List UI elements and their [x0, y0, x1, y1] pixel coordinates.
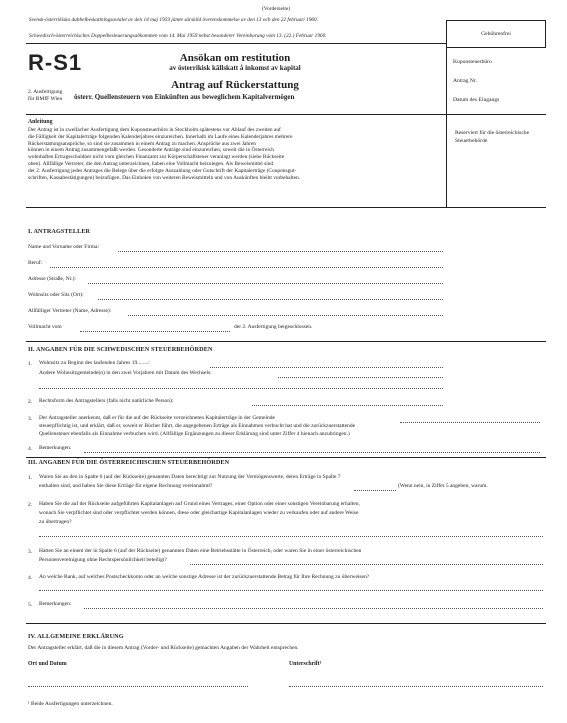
declaration-text: Der Antragsteller erklärt, daß die in diesem Antrag (Vorder- und Rückseite) gemachten Angaben der Wahrheit entsprechen. [28, 645, 299, 651]
section3-q3-line2: Personenvereinigung ohne Rechtspersönlichkeit beteiligt? [39, 557, 167, 563]
legal-form-field[interactable] [252, 405, 443, 406]
section3-q1-line1: Waren Sie an den in Spalte 6 (auf der Rückseite) genannten Daten berechtigt zur Nutzung der Vermögenswerte, deren Erträge in Spalte 7 [39, 474, 341, 480]
instructions-line: schriften, Kassabestätigungen) beizufügen. Das Einholen von weiteren Beweismitteln und von Auskünften bleibt vorbehalten. [28, 174, 301, 181]
section2-q1-line2: Andere Wohnsitzgemeinde(n) in den zwei Vorjahren mit Datum des Wechsels: [39, 370, 212, 376]
title-german: Antrag auf Rückerstattung [171, 79, 299, 91]
section1-heading: I. ANTRAGSTELLER [28, 228, 91, 235]
place-date-field[interactable] [28, 686, 248, 687]
section1-top-rule [26, 207, 546, 208]
section2-heading: II. ANGABEN FÜR DIE SCHWEDISCHEN STEUERBEHÖRDEN [28, 346, 213, 353]
section2-q4-number: 4. [28, 446, 33, 452]
instructions-top-rule [26, 114, 546, 115]
name-field[interactable] [118, 251, 443, 252]
title-swedish: Ansökan om restitution [179, 52, 291, 64]
treaty-line-german: Schwedisch-österreichisches Doppelbesteuerungsabkommen vom 14. Mai 1959 nebst besonderer Vereinbarung vom 13. (22.) Februar 1960. [29, 33, 327, 39]
section3-q1-line2: enthalten sind, und haben Sie diese Erträge für eigene Rechnung vereinnahmt? [39, 483, 213, 489]
fee-label: Gebührenfrei [481, 31, 511, 37]
power-of-attorney-date-field[interactable] [80, 331, 230, 332]
section2-q3-number: 3. [28, 416, 33, 422]
previous-residence-field[interactable] [278, 377, 443, 378]
section2-q4-text: Bemerkungen: [39, 445, 72, 451]
section2-q1-line1: Wohnsitz zu Beginn des laufenden Jahres 19........: [39, 360, 150, 366]
instructions-line: die Fälligkeit der Kapitalerträge folgenden Kalenderjahres einzureichen. Innerhalb im Laufe eines Kalenderjahres mehrere [28, 133, 293, 140]
edition-for-label: für BMfF Wien [28, 96, 63, 102]
previous-residence-field-2[interactable] [39, 388, 443, 389]
section2-q2-text: Rechtsform des Antragstellers (falls nicht natürliche Person): [39, 398, 174, 404]
section4-heading: IV. ALLGEMEINE ERKLÄRUNG [28, 633, 124, 640]
received-date-label: Datum des Eingangs [453, 97, 500, 103]
subtitle-swedish: av österrikisk källskatt å inkomst av kapital [169, 64, 301, 72]
instructions-heading: Anleitung [28, 119, 53, 125]
section3-q4-number: 4. [28, 575, 33, 581]
right-column-divider [446, 48, 447, 208]
section3-q2-line3: zu übertragen? [39, 519, 72, 525]
section3-remarks-field[interactable] [84, 608, 543, 609]
section3-heading: III. ANGABEN FÜR DIE ÖSTERREICHISCHEN STEUERBEHÖRDEN [28, 459, 230, 466]
profession-label: Beruf: [28, 260, 43, 266]
section2-q3-line3: Quellensteuer ebenfalls als Einnahme verbuchen wird. (Allfällige Ergänzungen zu dieser Erklärung sind unter Ziffer 4 hienach anzubringen.) [39, 431, 350, 437]
edition-label: 2. Ausfertigung [28, 89, 63, 95]
instructions-line: Rückerstattungsansprüche, so sind sie zusammen in einem Antrag zu machen. Ansprüche aus zwei Jahren [28, 140, 256, 147]
section3-top-rule [26, 457, 546, 458]
section2-top-rule [26, 341, 546, 342]
section2-q3-line2: steuerpflichtig ist, und erklärt, daß er, soweit er Bücher führt, die angegebenen Erträge als Einnahmen verbucht hat und die zurückzuerstattende [39, 423, 356, 429]
section3-q3-line1: Hatten Sie an einem der in Spalte 6 (auf der Rückseite) genannten Daten eine Betriebsstätte in Österreich, oder waren Sie in einer österreichischen [39, 548, 362, 554]
power-of-attorney-label: Vollmacht vom [28, 324, 62, 330]
section3-q2-line2: wonach Sie verpflichtet sind oder verpflichtet werden können, diese oder gleichartige Kapitalanlagen wieder zu verkaufen oder auf andere Weise [39, 510, 359, 516]
instructions-line: können in einem Antrag zusammengefaßt werden. Gesonderte Anträge sind einzureichen, soweit die in Österreich [28, 147, 274, 154]
section4-top-rule [26, 623, 546, 624]
application-number-label: Antrag Nr. [453, 78, 477, 84]
section3-q1-line2b: (Wenn nein, in Ziffer 5 angeben, warum. [398, 483, 488, 489]
residence-start-of-year-field[interactable] [210, 367, 443, 368]
section3-q4-text: An welche Bank, auf welches Postscheckkonto oder an welche sonstige Adresse ist der zurückzuerstattende Betrag für Ihre Rechnung zu überweisen? [39, 574, 370, 580]
reserved-note: Reserviert für die österreichische Steuerbehörde [455, 130, 530, 144]
instructions-line: oben). Allfällige Vertreter, die den Antrag unterzeichnen, haben eine Vollmacht beizulegen. Als Beweismittel sind [28, 160, 274, 167]
residence-field[interactable] [98, 299, 443, 300]
header-rule [26, 43, 446, 44]
profession-field[interactable] [50, 267, 443, 268]
section3-q5-text: Bemerkungen: [39, 601, 72, 607]
instructions-line: der 2. Ausfertigung jedes Antrages die Belege über die erfolgte Auszahlung oder Gutschrift der Kapitalerträge (Couponsgut- [28, 167, 297, 174]
section2-q1-number: 1. [28, 361, 33, 367]
section3-q2-number: 2. [28, 502, 33, 508]
subtitle-german: österr. Quellensteuern von Einkünften aus beweglichem Kapitalvermögen [74, 93, 295, 101]
section3-q1-number: 1. [28, 475, 33, 481]
instructions-line: wohnhaften Ertragsschuldner nicht vom gleichen Finanzamt zur Körperschaftsteuer veranlagt werden (siehe Rückseite [28, 154, 285, 161]
section2-q3-line1: Der Antragsteller anerkennt, daß er für die auf der Rückseite verzeichneten Kapitalerträge in der Gemeinde [39, 415, 275, 421]
permanent-establishment-field[interactable] [190, 564, 543, 565]
contract-answer-field[interactable] [39, 536, 543, 537]
municipality-field[interactable] [400, 422, 540, 423]
signature-field[interactable] [289, 686, 543, 687]
representative-label: Allfälliger Vertreter (Name, Adresse): [28, 308, 112, 314]
power-of-attorney-suffix: der 2. Ausfertigung beigeschlossen. [234, 324, 313, 330]
signature-label: Unterschrift¹ [289, 661, 322, 667]
section3-q5-number: 5. [28, 602, 33, 608]
section3-q2-line1: Haben Sie die auf der Rückseite aufgeführten Kapitalanlagen auf Grund eines Vertrages, einer Option oder einer sonstigen Vereinbarung erhalten, [39, 501, 360, 507]
beneficial-owner-answer-field[interactable] [354, 490, 396, 491]
instructions-text [28, 127, 443, 181]
section3-q3-number: 3. [28, 549, 33, 555]
instructions-line: Der Antrag ist in zweifacher Ausfertigung dem Kuponsteuerbüro in Stockholm spätestens vor Ablauf des zweiten auf [28, 127, 281, 133]
form-code: R-S1 [28, 50, 83, 75]
representative-field[interactable] [128, 315, 443, 316]
address-field[interactable] [88, 283, 443, 284]
place-date-label: Ort und Datum [28, 661, 67, 667]
name-label: Name und Vorname oder Firma: [28, 244, 99, 250]
address-label: Adresse (Straße, Nr.): [28, 276, 76, 282]
section2-q2-number: 2. [28, 399, 33, 405]
office-label: Kuponsteuerbüro [453, 59, 492, 65]
page-side-note: (Vorderseite) [262, 6, 291, 12]
footnote: ¹ Beide Ausfertigungen unterzeichnen. [28, 701, 113, 707]
treaty-line-swedish: Svensk-österrikiska dubbelbeskattningsavtalet av den 14 maj 1959 jämte särskild överenskommelse av den 13 och den 22 februari 1960. [29, 17, 319, 23]
bank-account-field[interactable] [39, 590, 543, 591]
residence-label: Wohnsitz oder Sitz (Ort): [28, 292, 84, 298]
section2-remarks-field[interactable] [84, 452, 540, 453]
